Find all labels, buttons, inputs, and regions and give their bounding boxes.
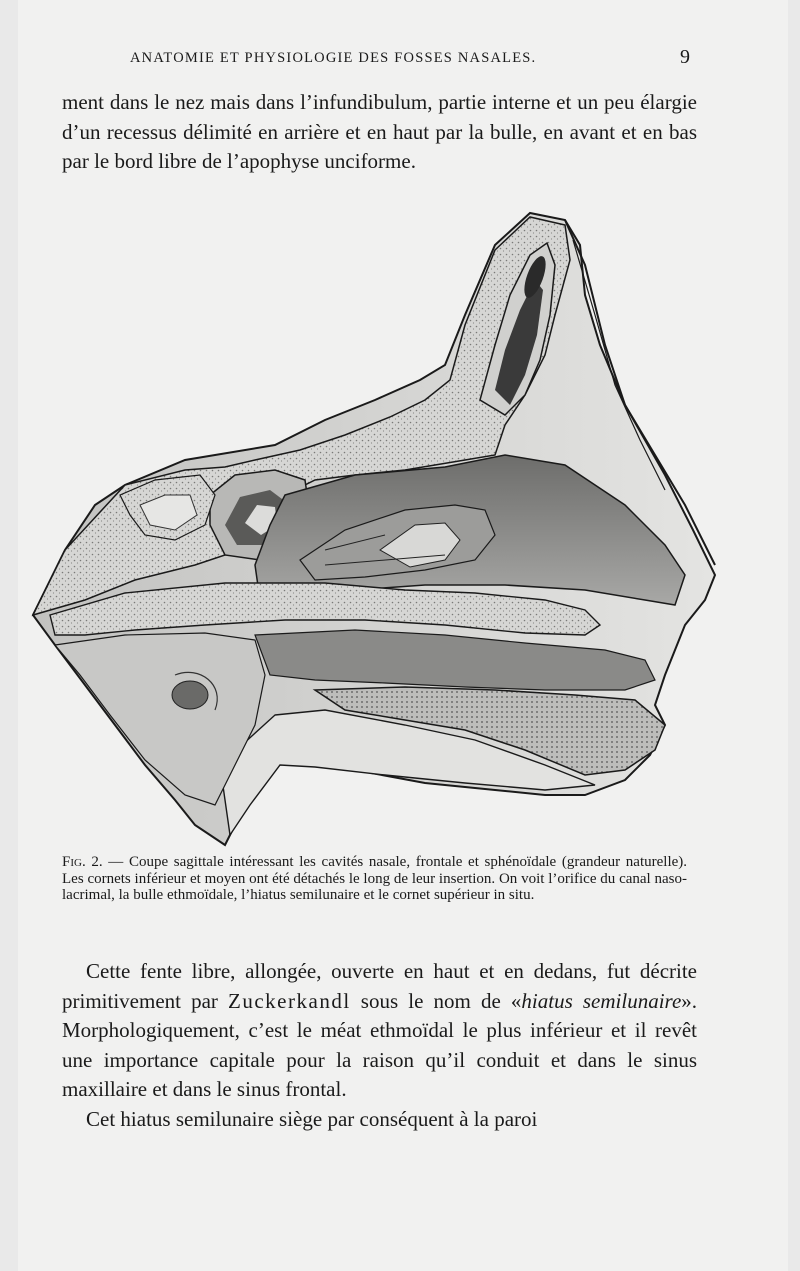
page-number: 9	[680, 46, 690, 68]
paragraph-hiatus	[62, 957, 697, 1105]
figure-caption-text: — Coupe sagittale intéressant les cavités nasale, frontale et sphénoïdale (grandeur naturelle). Les cornets inférieur et moyen ont été détachés le long de leur insertion. On voit l’orifice du canal naso-lacrimal, la bulle ethmoïdale, l’hiatus semilunaire et le cornet supérieur in situ.	[62, 854, 688, 903]
main-paragraphs	[62, 957, 697, 1134]
header-title: ANATOMIE ET PHYSIOLOGIE DES FOSSES NASALES.	[130, 50, 537, 66]
top-paragraph-text: ment dans le nez mais dans l’infundibulum, partie interne et un peu élargie d’un recessus délimité en arrière et en haut par la bulle, en avant et en bas par le bord libre de l’apophyse unciforme.	[62, 90, 697, 173]
term-hiatus-semilunaire: hiatus semilunaire	[521, 988, 682, 1013]
nasal-section-illustration	[25, 205, 725, 855]
paragraph-hiatus-a: Cette fente libre, allongée, ouverte en haut et en dedans, fut décrite primitivement par	[62, 959, 697, 1013]
figure-caption	[62, 854, 687, 904]
figure-label: Fig. 2.	[62, 854, 103, 870]
eustachian-opening	[172, 681, 208, 709]
paragraph-hiatus-b: sous le nom de «	[350, 988, 522, 1013]
top-paragraph	[62, 88, 697, 177]
author-name: Zuckerkandl	[228, 988, 351, 1013]
paragraph-last: Cet hiatus semilunaire siège par conséquent à la paroi	[86, 1106, 538, 1131]
paragraph-hiatus-c: ». Morphologiquement, c’est le méat ethmoïdal le plus inférieur et il revêt une importance capitale pour la raison qu’il conduit et dans le sinus maxillaire et dans le sinus frontal.	[62, 988, 698, 1101]
